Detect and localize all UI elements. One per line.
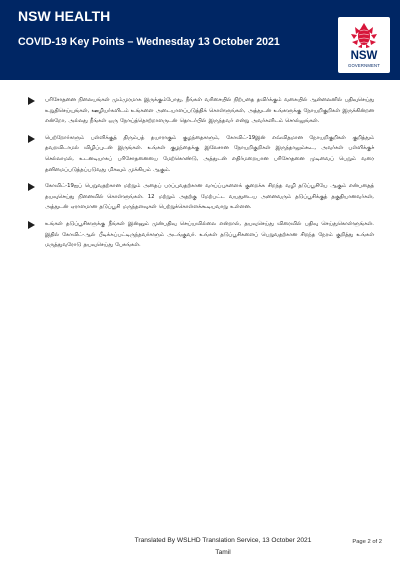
page-footer <box>0 534 400 564</box>
list-item <box>28 181 374 213</box>
language-label: Tamil <box>215 549 231 556</box>
triangle-bullet-icon <box>28 221 35 229</box>
header-banner <box>0 0 400 80</box>
document-title: COVID-19 Key Points – Wednesday 13 October 2021 <box>18 36 280 48</box>
triangle-bullet-icon <box>28 135 35 143</box>
list-item-text: உங்கள் தடுப்பூசிகளுக்கு நீங்கள் இன்னும் முன்பதிவு செய்யவில்லை என்றால், தயவுசெய்து விரைவில் பதிவு செய்துகொள்ளுங்கள். இதில் கோவிட்-ஆல் பீடிக்கப்பட்டிருந்தவர்களும் அடங்குவர். உங்கள் தடுப்பூசிகளைப் பெறுவதற்கான சிறந்த நேரம் குறித்து உங்கள் மருத்துவரோடு தயவுசெய்து பேசுங்கள். <box>45 220 374 249</box>
triangle-bullet-icon <box>28 97 35 105</box>
list-item <box>28 133 374 175</box>
list-item <box>28 219 374 251</box>
page-number: Page 2 of 2 <box>352 539 382 545</box>
key-points-list <box>28 95 374 257</box>
list-item-text: பெற்றோர்களும் பள்ளிக்குத் திரும்பத் தயாராகும் குழந்தைகளும், கோவிட்-19இன் எவ்விதமான நோயறிகுறிகள் குறித்தும் தவறவிடாமல் விழிப்புடன் இருங்கள். உங்கள் குழந்தைக்கு இலேசான நோயறிகுறிகள் இருந்தாலும்கூட, அவர்கள் பள்ளிக்குச் செல்லாமல், உடனடியாகப் பரிசோதனையை மேற்கொண்டு, அத்துடன் எதிர்மறையான பரிசோதனை முடிவைப் பெறும் வரை தனிமைப்படுத்தப்படுவது மிகவும் முக்கியம் ஆகும். <box>45 134 374 173</box>
logo-subtext: GOVERNMENT <box>347 63 380 68</box>
list-item <box>28 95 374 127</box>
logo-wordmark: NSW <box>350 50 378 62</box>
nsw-government-logo <box>338 17 390 73</box>
waratah-flower-icon <box>338 17 390 51</box>
list-item-text: பரிசோதனை நிலையங்கள் மும்முரமாக இருக்கும்போது, நீங்கள் வரிசையில் நிற்பதை தவிர்க்கும் வகையில் ஆன்லைனில் பதிவுசெய்து உறுதிசெய்யுங்கள், ஊழியர்களிடம் உங்களை அடையாளப்படுத்திக் கொள்ளுங்கள், அத்துடன் உங்களுக்கு நோயறிகுறிகள் இருக்கின்றன என்றோ, அல்லது நீங்கள் ஒரு நோய்த்தொற்றாளருடன் தொடர்பில் இருந்தவர் என்று அவர்களிடம் சொல்லுங்கள். <box>45 97 374 125</box>
list-item-text: கோவிட்-19ஐப் பெறுவதற்கான மற்றும் அதைப் பரப்புவதற்கான வாய்ப்புகளைக் குறைக்க சிறந்த வழி தடுப்பூசியே ஆகும் என்பதைத் தயவுசெய்து நினைவில் கொள்ளுங்கள். 12 மற்றும் அதற்கு மேற்பட்ட வயதுடைய அனைவரும் தடுப்பூசிக்குத் தகுதியானவர்கள், அத்துடன் ஏராளமான தடுப்பூசி மருந்தளவுகள் பெற்றுக்கொள்ளக்கூடியவாறு உள்ளன. <box>45 183 374 211</box>
organisation-title: NSW HEALTH <box>18 8 111 24</box>
triangle-bullet-icon <box>28 183 35 191</box>
translation-credit: Translated By WSLHD Translation Service, 13 October 2021 <box>134 537 312 544</box>
